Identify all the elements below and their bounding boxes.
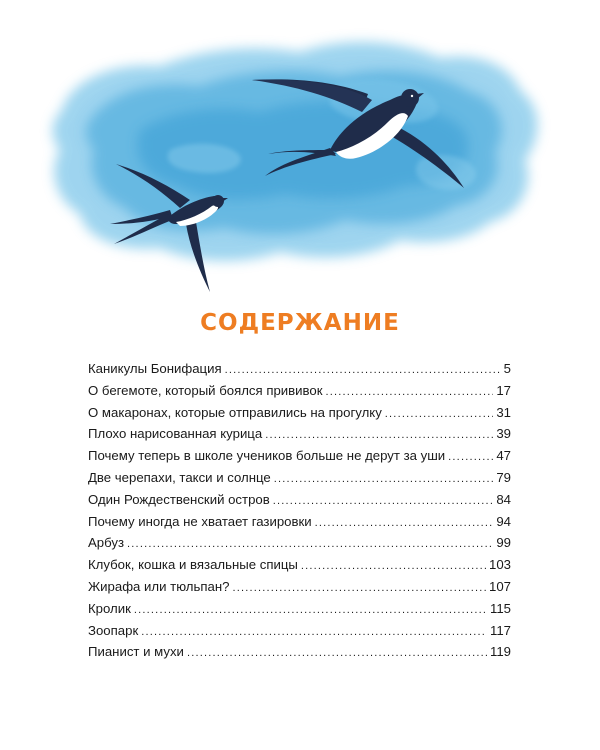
toc-title: СОДЕРЖАНИЕ	[200, 310, 400, 336]
toc-item-page: 117	[489, 622, 511, 638]
toc-item-page: 17	[496, 382, 511, 398]
toc-item-title: Каникулы Бонифация	[88, 361, 222, 376]
toc-item-13[interactable]	[88, 620, 511, 642]
toc-dot-leader	[187, 643, 487, 665]
toc-item-page: 103	[488, 557, 511, 573]
toc-dot-leader	[315, 513, 494, 535]
toc-item-title: Жирафа или тюльпан?	[88, 578, 230, 594]
toc-item-6[interactable]	[88, 467, 511, 489]
toc-item-page: 115	[489, 600, 511, 616]
toc-item-title: Зоопарк	[88, 622, 139, 638]
toc-item-title: О бегемоте, который боялся прививок	[88, 382, 323, 398]
toc-item-page: 39	[496, 426, 511, 442]
toc-item-title: Почему иногда не хватает газировки	[88, 513, 312, 529]
toc-item-page: 99	[496, 535, 511, 551]
toc-item-title: Пианист и мухи	[88, 644, 184, 660]
toc-item-page: 79	[496, 469, 511, 485]
toc-item-9[interactable]	[88, 532, 511, 554]
toc-dot-leader	[127, 534, 493, 556]
toc-item-12[interactable]	[88, 598, 511, 620]
toc-dot-leader	[265, 425, 493, 447]
toc-item-title: Почему теперь в школе учеников больше не дерут за уши	[88, 448, 446, 464]
toc-item-page: 84	[496, 491, 511, 507]
toc-item-14[interactable]	[88, 641, 511, 663]
toc-item-title: О макаронах, которые отправились на прогулку	[88, 404, 382, 420]
toc-item-5[interactable]	[88, 445, 511, 467]
toc-item-page: 5	[503, 361, 511, 376]
toc-item-title: Кролик	[88, 600, 131, 616]
toc-item-10[interactable]	[88, 554, 511, 576]
toc-item-title: Клубок, кошка и вязальные спицы	[88, 557, 298, 573]
toc-item-page: 47	[496, 448, 511, 464]
toc-item-4[interactable]	[88, 423, 511, 445]
toc-dot-leader	[134, 600, 487, 622]
toc-item-title: Две черепахи, такси и солнце	[88, 469, 271, 485]
toc-item-title: Арбуз	[88, 535, 125, 551]
toc-item-11[interactable]	[88, 576, 511, 598]
swallows-watercolor-illustration	[0, 0, 600, 300]
toc-dot-leader	[225, 360, 501, 382]
toc-item-page: 107	[488, 578, 511, 594]
toc-dot-leader	[273, 491, 494, 513]
toc-dot-leader	[141, 622, 487, 644]
toc-dot-leader	[232, 578, 486, 600]
toc-item-1[interactable]	[88, 358, 511, 380]
toc-item-8[interactable]	[88, 511, 511, 533]
toc-dot-leader	[326, 382, 494, 404]
toc-dot-leader	[448, 447, 493, 469]
toc-item-7[interactable]	[88, 489, 511, 511]
toc-item-page: 119	[489, 644, 511, 660]
toc-item-2[interactable]	[88, 380, 511, 402]
toc-dot-leader	[301, 556, 486, 578]
toc-item-3[interactable]	[88, 402, 511, 424]
toc-dot-leader	[385, 404, 494, 426]
toc-item-page: 31	[496, 404, 511, 420]
toc-item-page: 94	[496, 513, 511, 529]
toc-dot-leader	[274, 469, 494, 491]
toc-item-title: Плохо нарисованная курица	[88, 426, 263, 442]
toc-list	[88, 358, 511, 663]
toc-item-title: Один Рождественский остров	[88, 491, 270, 507]
